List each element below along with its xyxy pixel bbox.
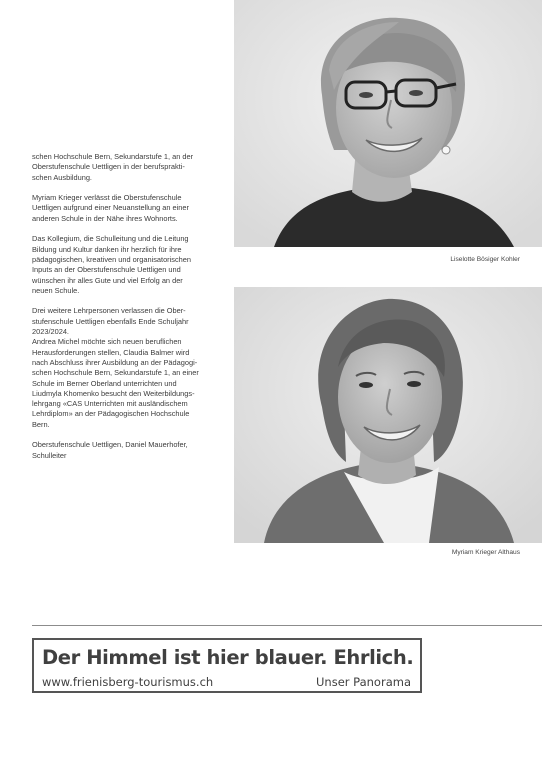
article-paragraph: Drei weitere Lehrpersonen verlassen die Ober- stufenschule Uettligen ebenfalls Ende Schuljahr 2023/2024. Andrea Michel möchte sich neuen beruflichen Herausforderungen stellen, Claudia Balmer wird nach Abschluss ihrer Ausbildung an der Pädagogi- schen Hochschule Bern, Sekundarstufe 1, an einer Schule im Berner Oberland unterrichten und Liudmyla Khomenko besucht den Weiterbildungs- lehrgang «CAS Unterrichten mit ausländischem Lehrdiplom» an der Pädagogischen Hochschule Bern. [32, 306, 199, 429]
ad-headline: Der Himmel ist hier blauer. Ehrlich. [42, 646, 414, 669]
photo-caption-1: Liselotte Bösiger Kohler [450, 256, 520, 263]
portrait-illustration-2 [234, 287, 542, 543]
ad-url-link[interactable]: www.frienisberg-tourismus.ch [42, 675, 214, 689]
photo-caption-2: Myriam Krieger Althaus [451, 549, 520, 556]
article-text-column [32, 152, 222, 471]
ad-brand: Unser Panorama [316, 675, 411, 689]
divider-line [32, 625, 542, 626]
article-byline: Oberstufenschule Uettligen, Daniel Mauerhofer, Schulleiter [32, 440, 188, 460]
article-paragraph: Myriam Krieger verlässt die Oberstufenschule Uettligen aufgrund einer Neuanstellung an einer anderen Schule in der Nähe ihres Wohnorts. [32, 193, 189, 223]
article-paragraph: Das Kollegium, die Schulleitung und die Leitung Bildung und Kultur danken ihr herzlich für ihre pädagogischen, kreativen und organisatorischen Inputs an der Oberstufenschule Uettligen und wünschen ihr alles Gute und viel Erfolg an der neuen Schule. [32, 234, 192, 295]
portrait-photo-2 [234, 287, 542, 543]
portrait-photo-1 [234, 0, 542, 247]
article-paragraph: schen Hochschule Bern, Sekundarstufe 1, an der Oberstufenschule Uettligen in der berufsprakti- schen Ausbildung. [32, 152, 194, 182]
portrait-illustration-1 [234, 0, 542, 247]
tourism-advertisement [32, 638, 422, 693]
